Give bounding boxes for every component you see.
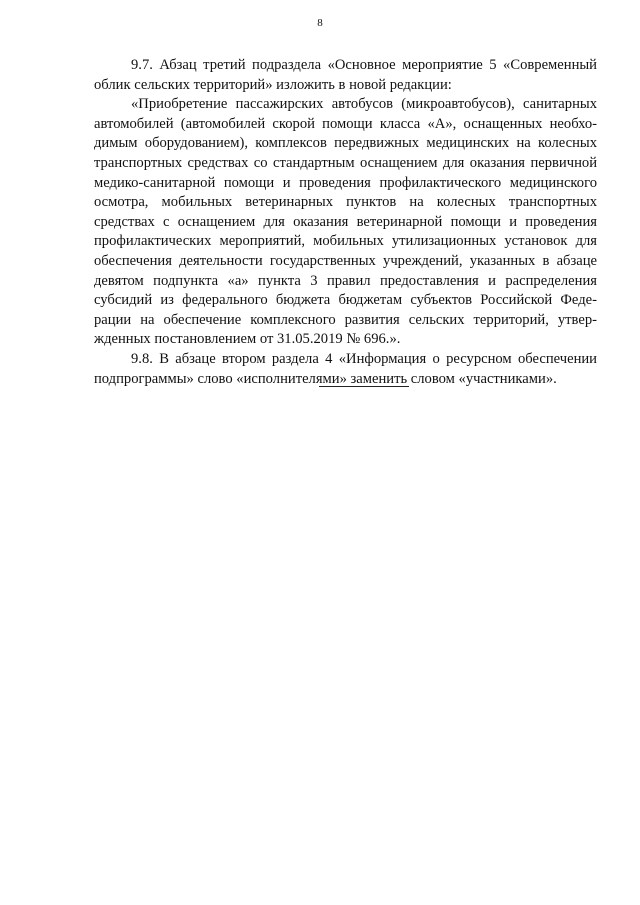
page-number: 8 [317,17,323,29]
paragraph-quoted-text: «Приобретение пассажирских автобусов (микроавтобусов), санитарных автомобилей (автомобилей скорой помощи класса «А», оснащенных необходимым оборудованием), комплексов передвижных медицинских на колесных транспортных средствах со стандартным оснащением для оказания первичной медико-санитарной помощи и проведения профилактического медицинского осмотра, мобильных ветеринарных пунктов на колесных транспортных средствах с оснащением для оказания ветеринарной помощи и проведения профилактических мероприятий, мобильных утилизационных установок для обеспечения деятельности государственных учреждений, указанных в абзаце девятом подпункта «а» пункта 3 правил предоставления и распределения субсидий из федерального бюджета бюджетам субъектов Российской Федерации на обеспечение комплексного развития сельских территорий, утвержденных постановлением от 31.05.2019 № 696.». [94,96,597,348]
paragraph-9-7: 9.7. Абзац третий подраздела «Основное мероприятие 5 «Современный облик сельских территорий» изложить в новой редакции: [94,57,597,93]
document-body [94,56,597,389]
closing-divider [319,386,409,387]
paragraph-9-8: 9.8. В абзаце втором раздела 4 «Информация о ресурсном обеспечении подпрограммы» слово «исполнителями» заменить словом «участниками». [94,350,597,387]
